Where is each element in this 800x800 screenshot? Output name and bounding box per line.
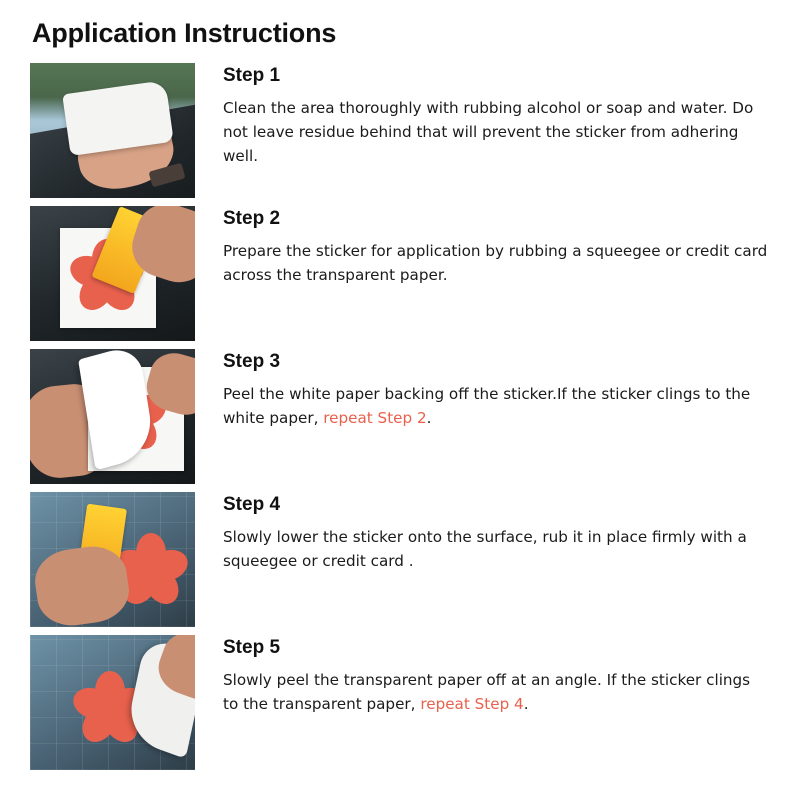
step-text	[223, 668, 768, 716]
step-text-tail: .	[426, 409, 432, 427]
step-5-body	[195, 635, 770, 716]
step-text-main: Prepare the sticker for application by rubbing a squeegee or credit card across the transparent paper.	[223, 242, 768, 284]
step-1-image	[30, 63, 195, 198]
step-2-image	[30, 206, 195, 341]
step-4-image	[30, 492, 195, 627]
step-text-main: Peel the white paper backing off the sticker.If the sticker clings to the white paper,	[223, 385, 751, 427]
step-row	[30, 63, 770, 198]
step-heading: Step 5	[223, 637, 281, 658]
step-text-accent: repeat Step 2	[323, 409, 427, 427]
step-heading: Step 3	[223, 351, 281, 372]
step-text	[223, 239, 768, 287]
step-3-image	[30, 349, 195, 484]
step-row	[30, 635, 770, 770]
step-text	[223, 525, 768, 573]
step-row	[30, 206, 770, 341]
step-heading: Step 2	[223, 208, 281, 229]
step-text-main: Slowly peel the transparent paper off at an angle. If the sticker clings to the transparent paper,	[223, 671, 751, 713]
step-text	[223, 382, 768, 430]
steps-list	[30, 63, 770, 778]
step-2-body	[195, 206, 770, 287]
step-heading: Step 1	[223, 65, 281, 86]
step-row	[30, 492, 770, 627]
step-3-body	[195, 349, 770, 430]
step-row	[30, 349, 770, 484]
step-heading: Step 4	[223, 494, 281, 515]
step-text-main: Slowly lower the sticker onto the surface, rub it in place firmly with a squeegee or credit card .	[223, 528, 747, 570]
step-4-body	[195, 492, 770, 573]
step-text-tail: .	[523, 695, 529, 713]
step-text	[223, 96, 768, 168]
step-1-body	[195, 63, 770, 168]
step-text-main: Clean the area thoroughly with rubbing alcohol or soap and water. Do not leave residue behind that will prevent the sticker from adhering well.	[223, 99, 754, 165]
page-title: Application Instructions	[32, 18, 337, 48]
step-text-accent: repeat Step 4	[420, 695, 524, 713]
step-5-image	[30, 635, 195, 770]
